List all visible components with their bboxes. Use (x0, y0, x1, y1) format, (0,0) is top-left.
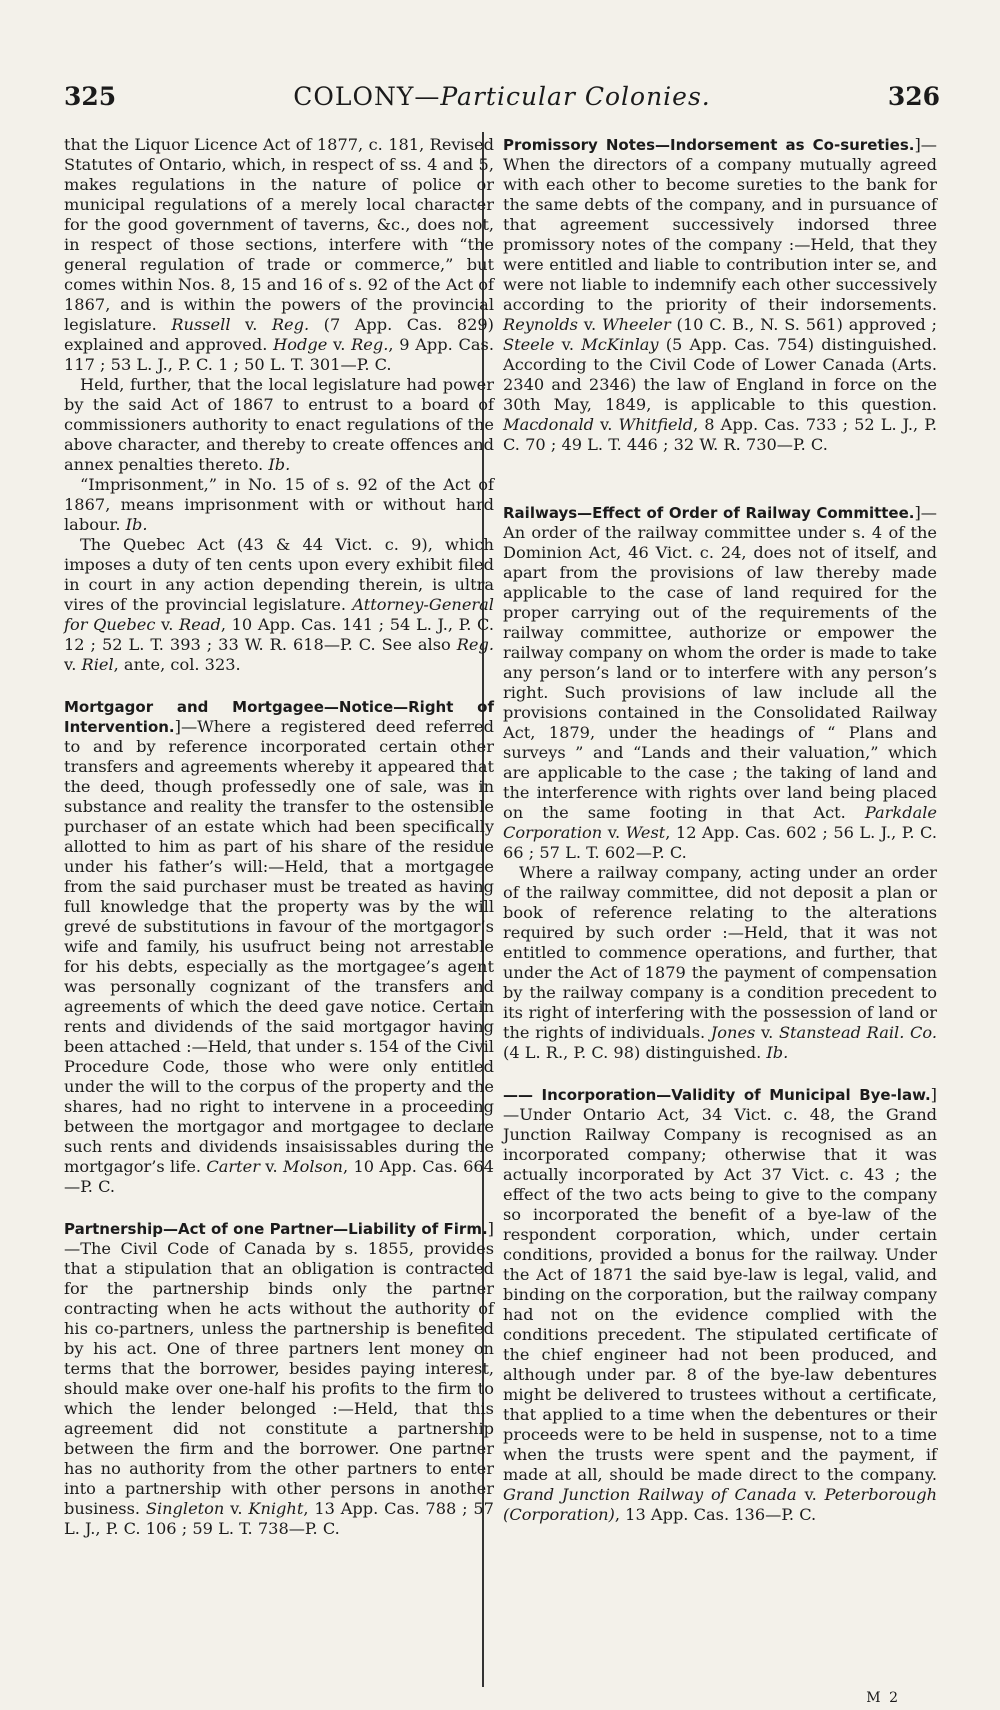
section-mortgagor: Mortgagor and Mortgagee—Notice—Right of Intervention.]—Where a registered deed referred to and by reference incorporated certain other transfers and agreements whereby it appeared that the deed, though professedly one of sale, was in substance and reality the transfer to the ostensible purchaser of an estate which had been specifically allotted to him as part of his share of the residue under his father’s will:—Held, that a mortgagee from the said purchaser must be treated as having full knowledge that the property was by the will grevé de substitutions in favour of the mortgagor’s wife and family, his usufruct being not arrestable for his debts, especially as the mortgagee’s agent was personally cognizant of the transfers and agreements of which the deed gave notice. Certain rents and dividends of the said mortgagor having been attached :—Held, that under s. 154 of the Civil Procedure Code, those who were only entitled under the will to the corpus of the property and the shares, had no right to intervene in a proceeding between the mortgagor and mortgagee to declare such rents and dividends insaisissables during the mortgagor’s life. Carter v. Molson, 10 App. Cas. 664—P. C. (64, 698, 494, 1196)
page-number-right: 326 (887, 82, 940, 111)
section-heading: Partnership—Act of one Partner—Liability of Firm. (64, 1220, 488, 1238)
left-column (64, 135, 494, 1539)
right-column (503, 135, 937, 1525)
section-heading: Mortgagor and Mortgagee—Notice—Right of Intervention. (64, 698, 494, 736)
entry-paragraph: Where a railway company, acting under an order of the railway committee, did not deposit a plan or book of reference relating to the alterations required by such order :—Held, that it was not entitled to commence operations, and further, that under the Act of 1879 the payment of compensation by the railway company is a condition precedent to its right of interfering with the possession of land or the rights of individuals. Jones v. Stanstead Rail. Co. (4 L. R., P. C. 98) distinguished. Ib. (503, 863, 937, 1062)
running-title (64, 82, 940, 111)
section-incorporation: —— Incorporation—Validity of Municipal Bye-law.]—Under Ontario Act, 34 Vict. c. 48, the Grand Junction Railway Company is recognised as an incorporated company; otherwise that it was actually incorporated by Act 37 Vict. c. 43 ; the effect of the two acts being to give to the company so incorporated the benefit of a bye-law of the respondent corporation, which, under certain conditions, provided a bonus for the railway. Under the Act of 1871 the said bye-law is legal, valid, and binding on the corporation, but the railway company had not on the evidence complied with the conditions precedent. The stipulated certificate of the chief engineer had not been produced, and although under par. 8 of the bye-law debentures might be delivered to trustees without a certificate, that applied to a time when the debentures or their proceeds were to be held in suspense, not to a time when the trusts were spent and the payment, if made at all, should be made direct to the company. Grand Junction Railway of Canada v. Peterborough (Corporation), 13 App. Cas. 136—P. C. (503, 1085, 937, 1524)
title-main: COLONY— (293, 82, 441, 111)
section-railways: Railways—Effect of Order of Railway Committee.]—An order of the railway committee under s. 4 of the Dominion Act, 46 Vict. c. 24, does not of itself, and apart from the provisions of law thereby made applicable to the case of land required for the proper carrying out of the requirements of the railway committee, authorize or empower the railway company on whom the order is made to take any person’s land or to interfere with any person’s right. Such provisions of law include all the provisions contained in the Consolidated Railway Act, 1879, under the headings of “ Plans and surveys ” and “Lands and their valuation,” which are applicable to the case ; the taking of land and the interference with rights over land being placed on the same footing in that Act. Parkdale Corporation v. West, 12 App. Cas. 602 ; 56 L. J., P. C. 66 ; 57 L. T. 602—P. C. (503, 503, 937, 862)
section-heading: Railways—Effect of Order of Railway Committee. (503, 504, 915, 522)
signature-mark: M 2 (866, 1690, 900, 1706)
entry-paragraph: that the Liquor Licence Act of 1877, c. 181, Revised Statutes of Ontario, which, in respect of ss. 4 and 5, makes regulations in the nature of police or municipal regulations of a merely local character for the good government of taverns, &c., does not, in respect of those sections, interfere with “the general regulation of trade or commerce,” but comes within Nos. 8, 15 and 16 of s. 92 of the Act of 1867, and is within the powers of the provincial legislature. Russell v. Reg. (7 App. Cas. 829) explained and approved. Hodge v. Reg., 9 App. Cas. 117 ; 53 L. J., P. C. 1 ; 50 L. T. 301—P. C. (64, 135, 494, 374)
section-heading: Promissory Notes—Indorsement as Co-sureties. (503, 136, 915, 154)
page-number-left: 325 (64, 82, 117, 111)
entry-paragraph: Held, further, that the local legislature had power by the said Act of 1867 to entrust to a board of commissioners authority to enact regulations of the above character, and thereby to create offences and annex penalties thereto. Ib. (64, 375, 494, 474)
section-partnership: Partnership—Act of one Partner—Liability of Firm.]—The Civil Code of Canada by s. 1855, provides that a stipulation that an obligation is contracted for the partnership binds only the partner contracting when he acts without the authority of his co-partners, unless the partnership is benefited by his act. One of three partners lent money on terms that the borrower, besides paying interest, should make over one-half his profits to the firm to which the lender belonged :—Held, that this agreement did not constitute a partnership between the firm and the borrower. One partner has no authority from the other partners to enter into a partnership with other persons in another business. Singleton v. Knight, 13 App. Cas. 788 ; 57 L. J., P. C. 106 ; 59 L. T. 738—P. C. (64, 1219, 494, 1538)
entry-paragraph: The Quebec Act (43 & 44 Vict. c. 9), which imposes a duty of ten cents upon every exhibit filed in court in any action depending therein, is ultra vires of the provincial legislature. Attorney-General for Quebec v. Read, 10 App. Cas. 141 ; 54 L. J., P. C. 12 ; 52 L. T. 393 ; 33 W. R. 618—P. C. See also Reg. v. Riel, ante, col. 323. (64, 535, 494, 674)
page-header (64, 82, 940, 122)
entry-paragraph: “Imprisonment,” in No. 15 of s. 92 of the Act of 1867, means imprisonment with or without hard labour. Ib. (64, 475, 494, 534)
section-heading: —— Incorporation—Validity of Municipal Bye-law. (503, 1086, 931, 1104)
section-promissory-notes: Promissory Notes—Indorsement as Co-sureties.]—When the directors of a company mutually agreed with each other to become sureties to the bank for the same debts of the company, and in pursuance of that agreement successively indorsed three promissory notes of the company :—Held, that they were entitled and liable to contribution inter se, and were not liable to indemnify each other successively according to the priority of their indorsements. Reynolds v. Wheeler (10 C. B., N. S. 561) approved ; Steele v. McKinlay (5 App. Cas. 754) distinguished. According to the Civil Code of Lower Canada (Arts. 2340 and 2346) the law of England in force on the 30th May, 1849, is applicable to this question. Macdonald v. Whitfield, 8 App. Cas. 733 ; 52 L. J., P. C. 70 ; 49 L. T. 446 ; 32 W. R. 730—P. C. (503, 135, 938, 454)
title-italic: Particular Colonies. (440, 82, 711, 111)
